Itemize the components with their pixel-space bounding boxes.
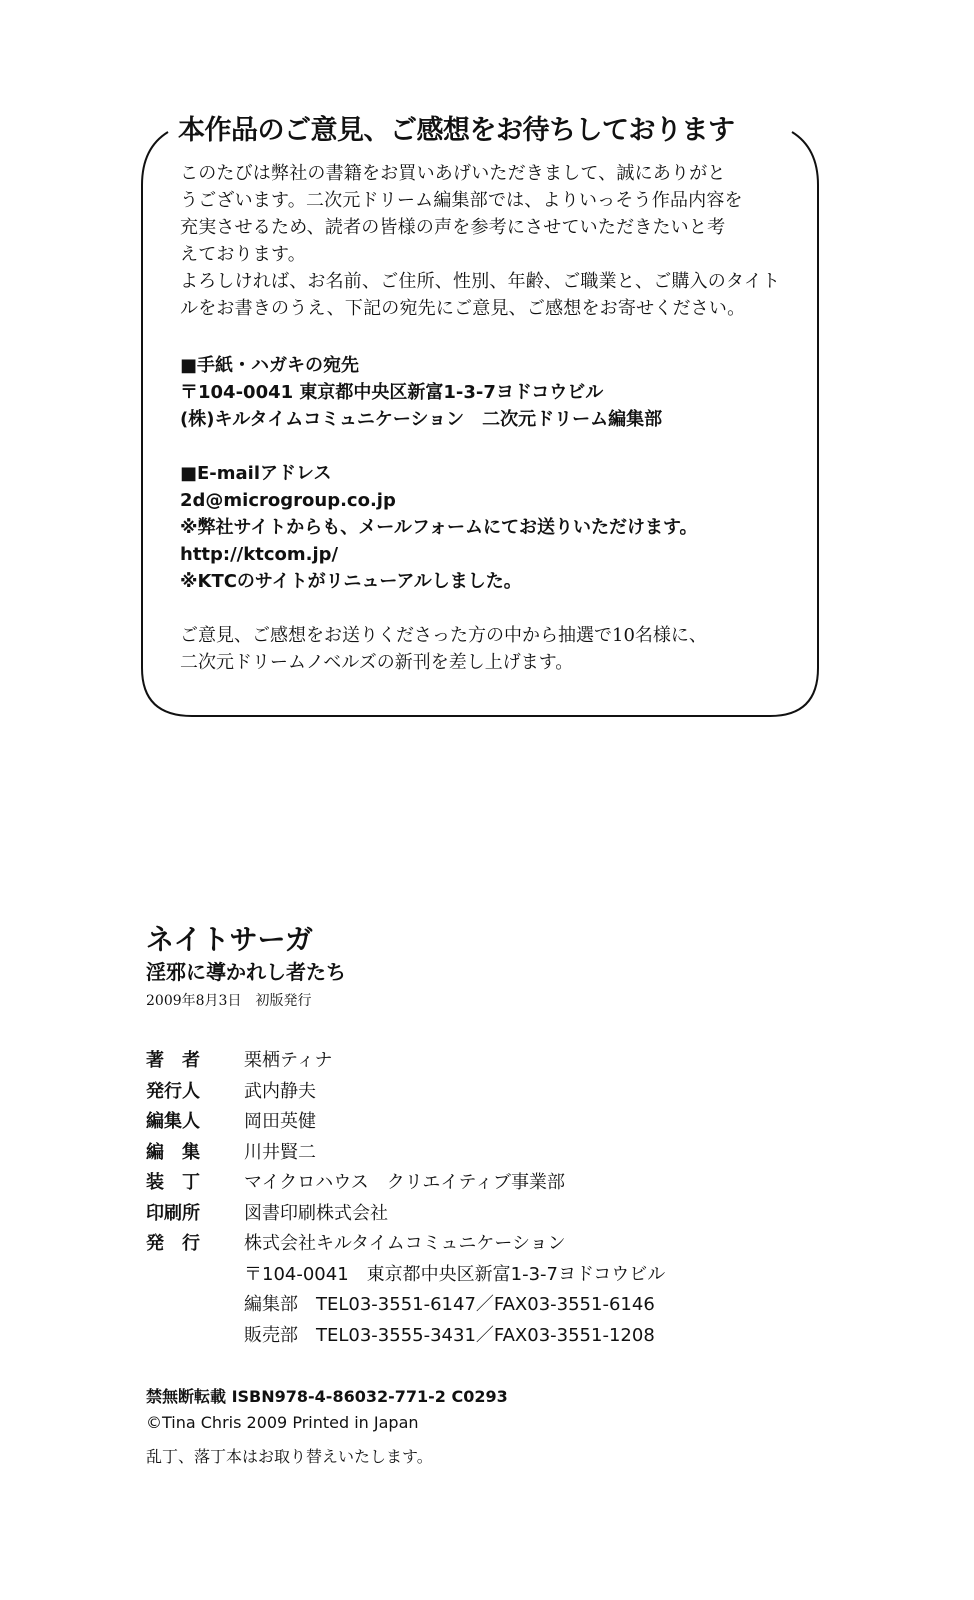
- credit-label: 発 行: [146, 1233, 200, 1254]
- notice-body-line: えております。: [180, 244, 306, 265]
- closing-line: 二次元ドリームノベルズの新刊を差し上げます。: [180, 652, 574, 673]
- notice-title: 本作品のご意見、ご感想をお待ちしております: [178, 110, 778, 152]
- closing-line: ご意見、ご感想をお送りくださった方の中から抽選で10名様に、: [180, 625, 707, 646]
- isbn: 禁無断転載 ISBN978-4-86032-771-2 C0293: [146, 1387, 508, 1406]
- replacement-note: 乱丁、落丁本はお取り替えいたします。: [146, 1447, 433, 1466]
- mail-heading: ■手紙・ハガキの宛先: [180, 355, 360, 376]
- credit-value: 武内静夫: [244, 1080, 316, 1102]
- credit-label: 編 集: [146, 1141, 200, 1163]
- sales-phone: 販売部 TEL03-3555-3431／FAX03-3551-1208: [244, 1324, 655, 1346]
- credit-value: 川井賢二: [244, 1141, 316, 1163]
- credit-value: マイクロハウス クリエイティブ事業部: [244, 1172, 565, 1193]
- credit-label: 発行人: [146, 1080, 200, 1102]
- notice-body-line: よろしければ、お名前、ご住所、性別、年齢、ご職業と、ご購入のタイト: [180, 271, 781, 292]
- editorial-phone: 編集部 TEL03-3551-6147／FAX03-3551-6146: [244, 1294, 655, 1315]
- publisher-address: 〒104-0041 東京都中央区新富1-3-7ヨドコウビル: [244, 1263, 666, 1285]
- book-title: ネイトサーガ: [146, 923, 313, 956]
- copyright: ©Tina Chris 2009 Printed in Japan: [146, 1413, 419, 1432]
- notice-closing: [180, 622, 790, 676]
- notice-body-line: 充実させるため、読者の皆様の声を参考にさせていただきたいと考: [180, 217, 726, 238]
- credit-value: 岡田英健: [244, 1111, 316, 1132]
- credit-label: 編集人: [146, 1111, 200, 1132]
- renewal-note: ※KTCのサイトがリニューアルしました。: [180, 571, 522, 592]
- notice-body-line: ルをお書きのうえ、下記の宛先にご意見、ご感想をお寄せください。: [180, 298, 746, 319]
- email-heading: ■E-mailアドレス: [180, 463, 332, 484]
- publication-date: 2009年8月3日 初版発行: [146, 993, 312, 1009]
- email-address: 2d@microgroup.co.jp: [180, 490, 396, 511]
- website-url: http://ktcom.jp/: [180, 544, 339, 565]
- credit-label: 装 丁: [146, 1172, 200, 1193]
- credit-label: 著 者: [146, 1050, 200, 1071]
- mail-section: [180, 352, 790, 433]
- web-note: ※弊社サイトからも、メールフォームにてお送りいただけます。: [180, 517, 698, 538]
- notice-body-line: このたびは弊社の書籍をお買いあげいただきまして、誠にありがと: [180, 163, 726, 184]
- credit-value: 株式会社キルタイムコミュニケーション: [244, 1233, 566, 1254]
- credit-value: 図書印刷株式会社: [244, 1202, 388, 1224]
- credit-label: 印刷所: [146, 1202, 200, 1224]
- notice-body: [180, 160, 790, 322]
- email-section: [180, 460, 790, 595]
- credit-value: 栗栖ティナ: [244, 1050, 333, 1071]
- mail-address: 〒104-0041 東京都中央区新富1-3-7ヨドコウビル: [180, 382, 604, 403]
- book-subtitle: 淫邪に導かれし者たち: [146, 960, 346, 984]
- colophon-footer: [146, 1384, 508, 1470]
- notice-body-line: うございます。二次元ドリーム編集部では、よりいっそう作品内容を: [180, 190, 743, 211]
- mail-recipient: (株)キルタイムコミュニケーション 二次元ドリーム編集部: [180, 409, 663, 430]
